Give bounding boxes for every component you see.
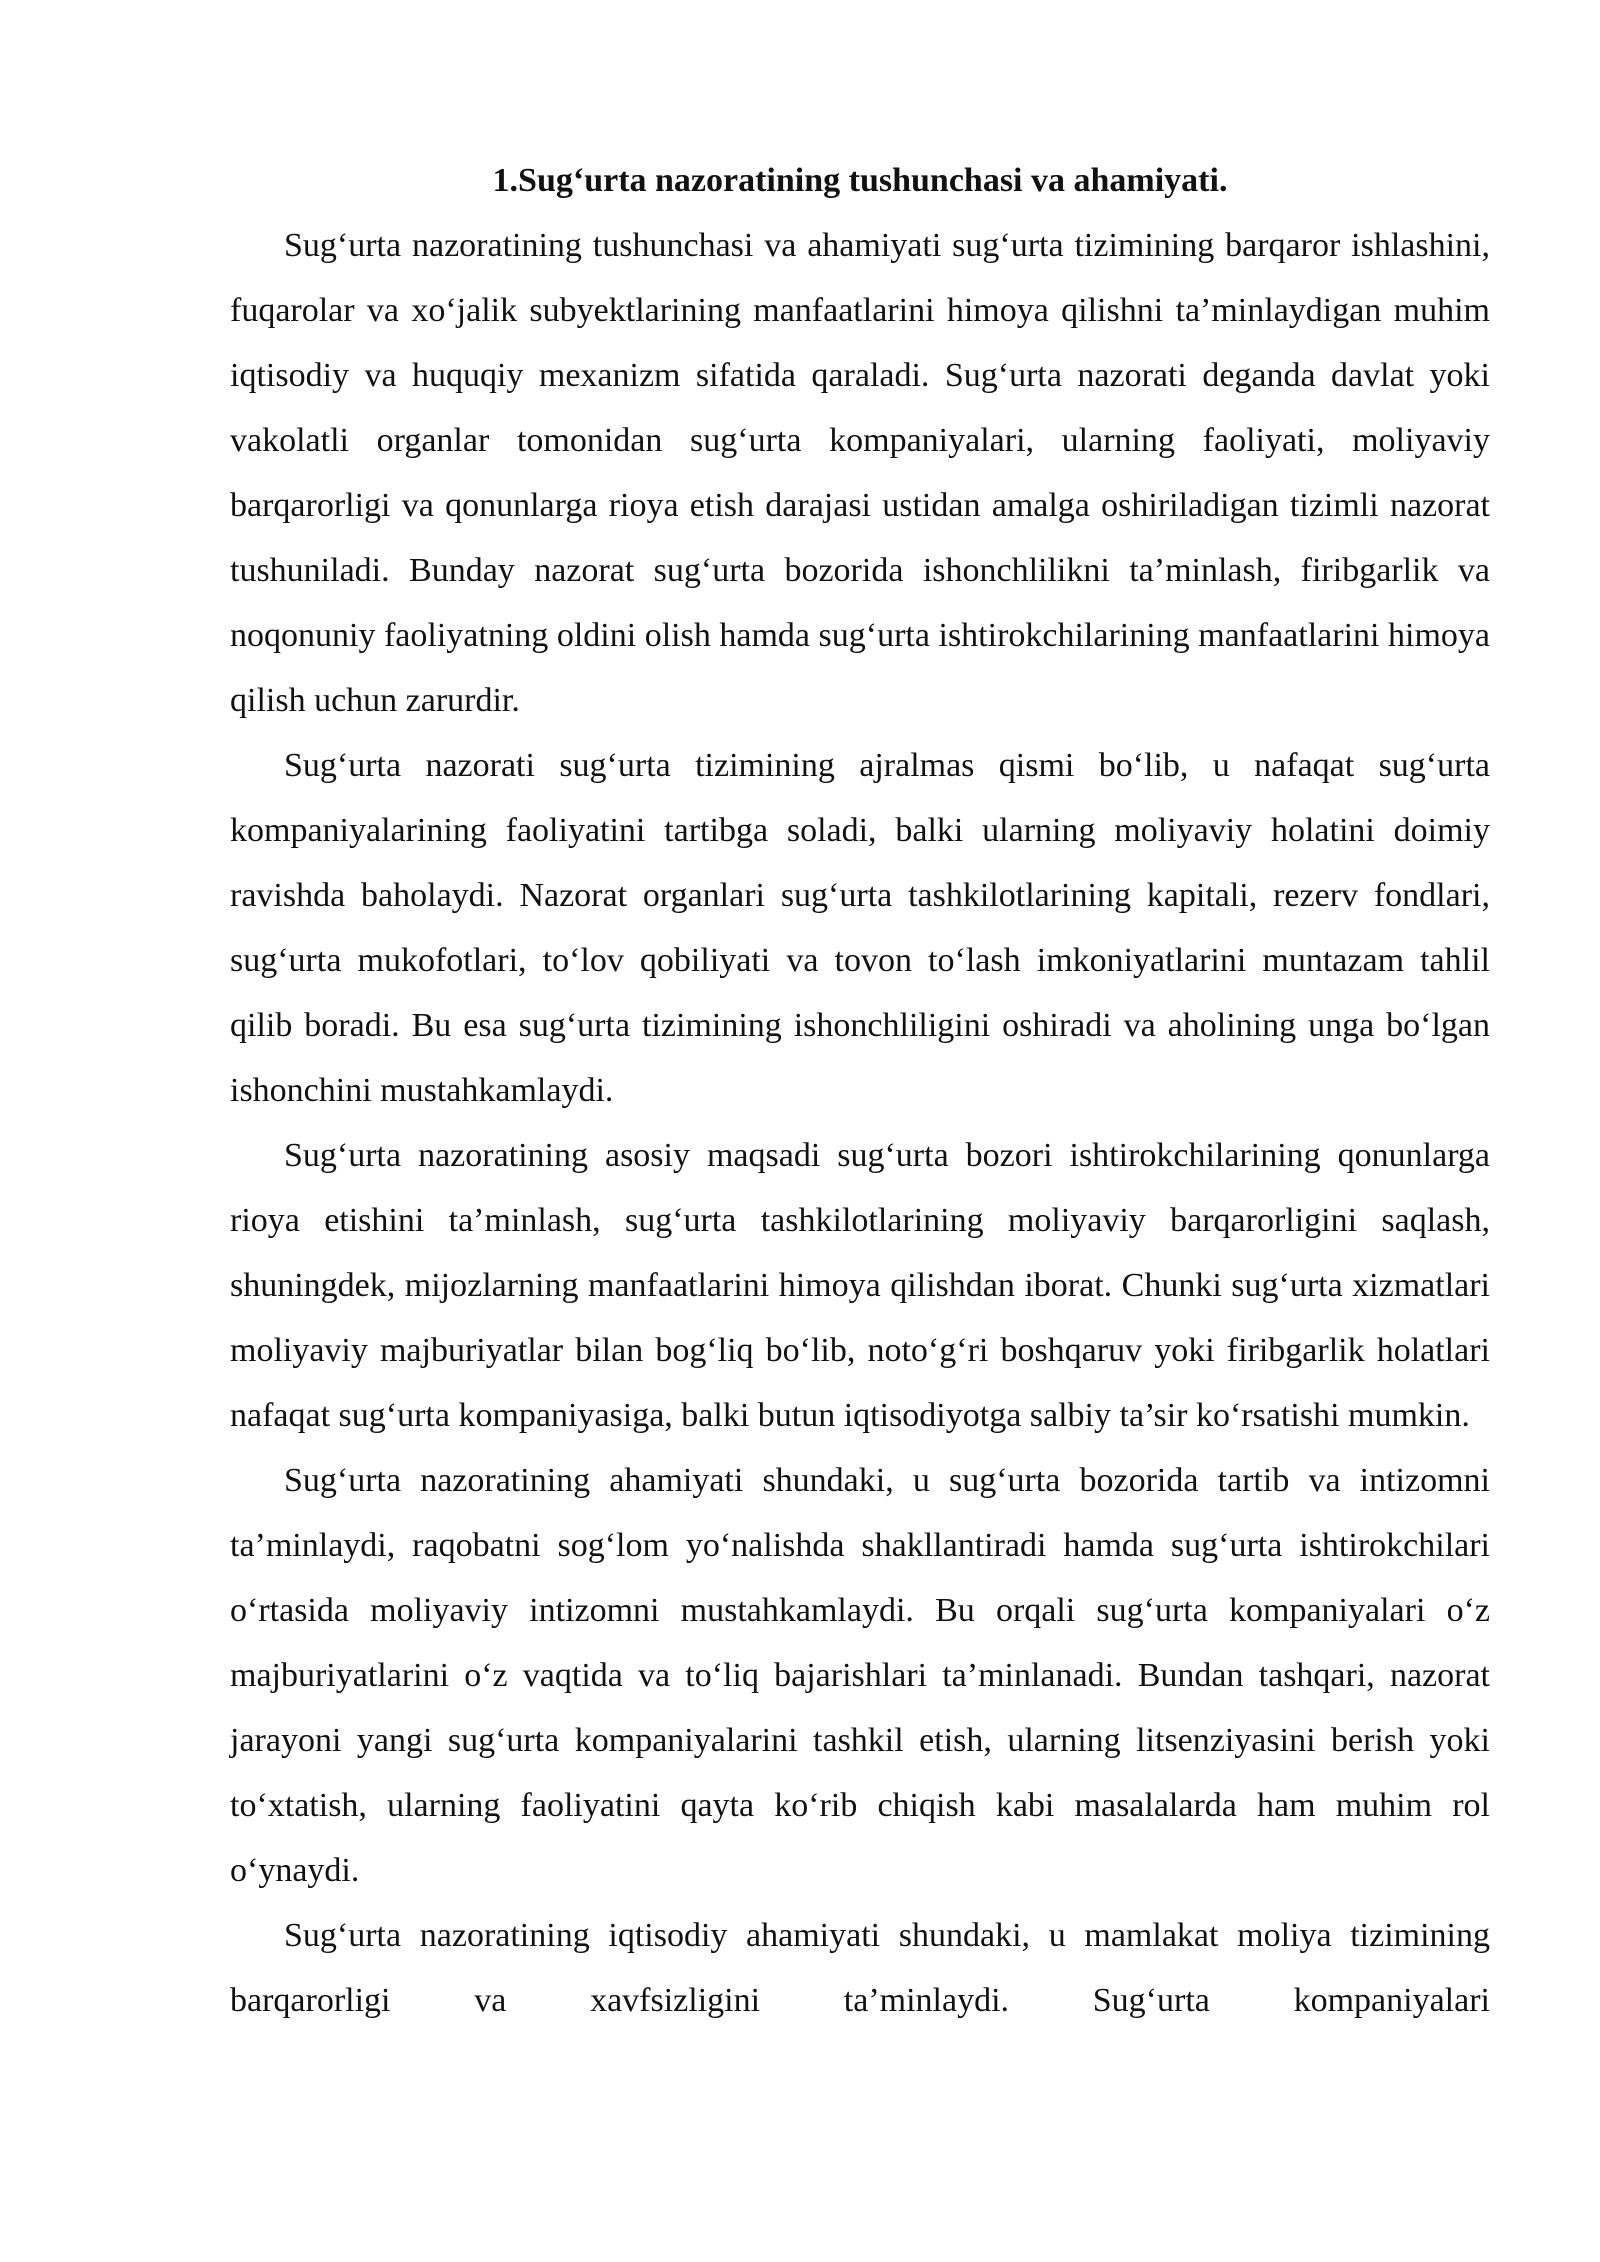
paragraph: Sug‘urta nazoratining asosiy maqsadi sug‘urta bozori ishtirokchilarining qonunlarga rioya etishini ta’minlash, sug‘urta tashkilotlarining moliyaviy barqarorligini saqlash, shuningdek, mijozlarning manfaatlarini himoya qilishdan iborat. Chunki sug‘urta xizmatlari moliyaviy majburiyatlar bilan bog‘liq bo‘lib, noto‘g‘ri boshqaruv yoki firibgarlik holatlari nafaqat sug‘urta kompaniyasiga, balki butun iqtisodiyotga salbiy ta’sir ko‘rsatishi mumkin. — [230, 1137, 1490, 1434]
paragraph: Sug‘urta nazoratining iqtisodiy ahamiyati shundaki, u mamlakat moliya tizimining barqarorligi va xavfsizligini ta’minlaydi. Sug‘urta kompaniyalari — [230, 1917, 1490, 2019]
section-heading: 1.Sug‘urta nazoratining tushunchasi va ahamiyati. — [492, 162, 1228, 199]
paragraph: Sug‘urta nazoratining ahamiyati shundaki, u sug‘urta bozorida tartib va intizomni ta’minlaydi, raqobatni sog‘lom yo‘nalishda shakllantiradi hamda sug‘urta ishtirokchilari o‘rtasida moliyaviy intizomni mustahkamlaydi. Bu orqali sug‘urta kompaniyalari o‘z majburiyatlarini o‘z vaqtida va to‘liq bajarishlari ta’minlanadi. Bundan tashqari, nazorat jarayoni yangi sug‘urta kompaniyalarini tashkil etish, ularning litsenziyasini berish yoki to‘xtatish, ularning faoliyatini qayta ko‘rib chiqish kabi masalalarda ham muhim rol o‘ynaydi. — [230, 1462, 1490, 1889]
document-body — [230, 148, 1490, 2033]
paragraph: Sug‘urta nazorati sug‘urta tizimining ajralmas qismi bo‘lib, u nafaqat sug‘urta kompaniyalarining faoliyatini tartibga soladi, balki ularning moliyaviy holatini doimiy ravishda baholaydi. Nazorat organlari sug‘urta tashkilotlarining kapitali, rezerv fondlari, sug‘urta mukofotlari, to‘lov qobiliyati va tovon to‘lash imkoniyatlarini muntazam tahlil qilib boradi. Bu esa sug‘urta tizimining ishonchliligini oshiradi va aholining unga bo‘lgan ishonchini mustahkamlaydi. — [230, 747, 1490, 1109]
paragraph: Sug‘urta nazoratining tushunchasi va ahamiyati sug‘urta tizimining barqaror ishlashini, fuqarolar va xo‘jalik subyektlarining manfaatlarini himoya qilishni ta’minlaydigan muhim iqtisodiy va huquqiy mexanizm sifatida qaraladi. Sug‘urta nazorati deganda davlat yoki vakolatli organlar tomonidan sug‘urta kompaniyalari, ularning faoliyati, moliyaviy barqarorligi va qonunlarga rioya etish darajasi ustidan amalga oshiriladigan tizimli nazorat tushuniladi. Bunday nazorat sug‘urta bozorida ishonchlilikni ta’minlash, firibgarlik va noqonuniy faoliyatning oldini olish hamda sug‘urta ishtirokchilarining manfaatlarini himoya qilish uchun zarurdir. — [230, 227, 1490, 719]
